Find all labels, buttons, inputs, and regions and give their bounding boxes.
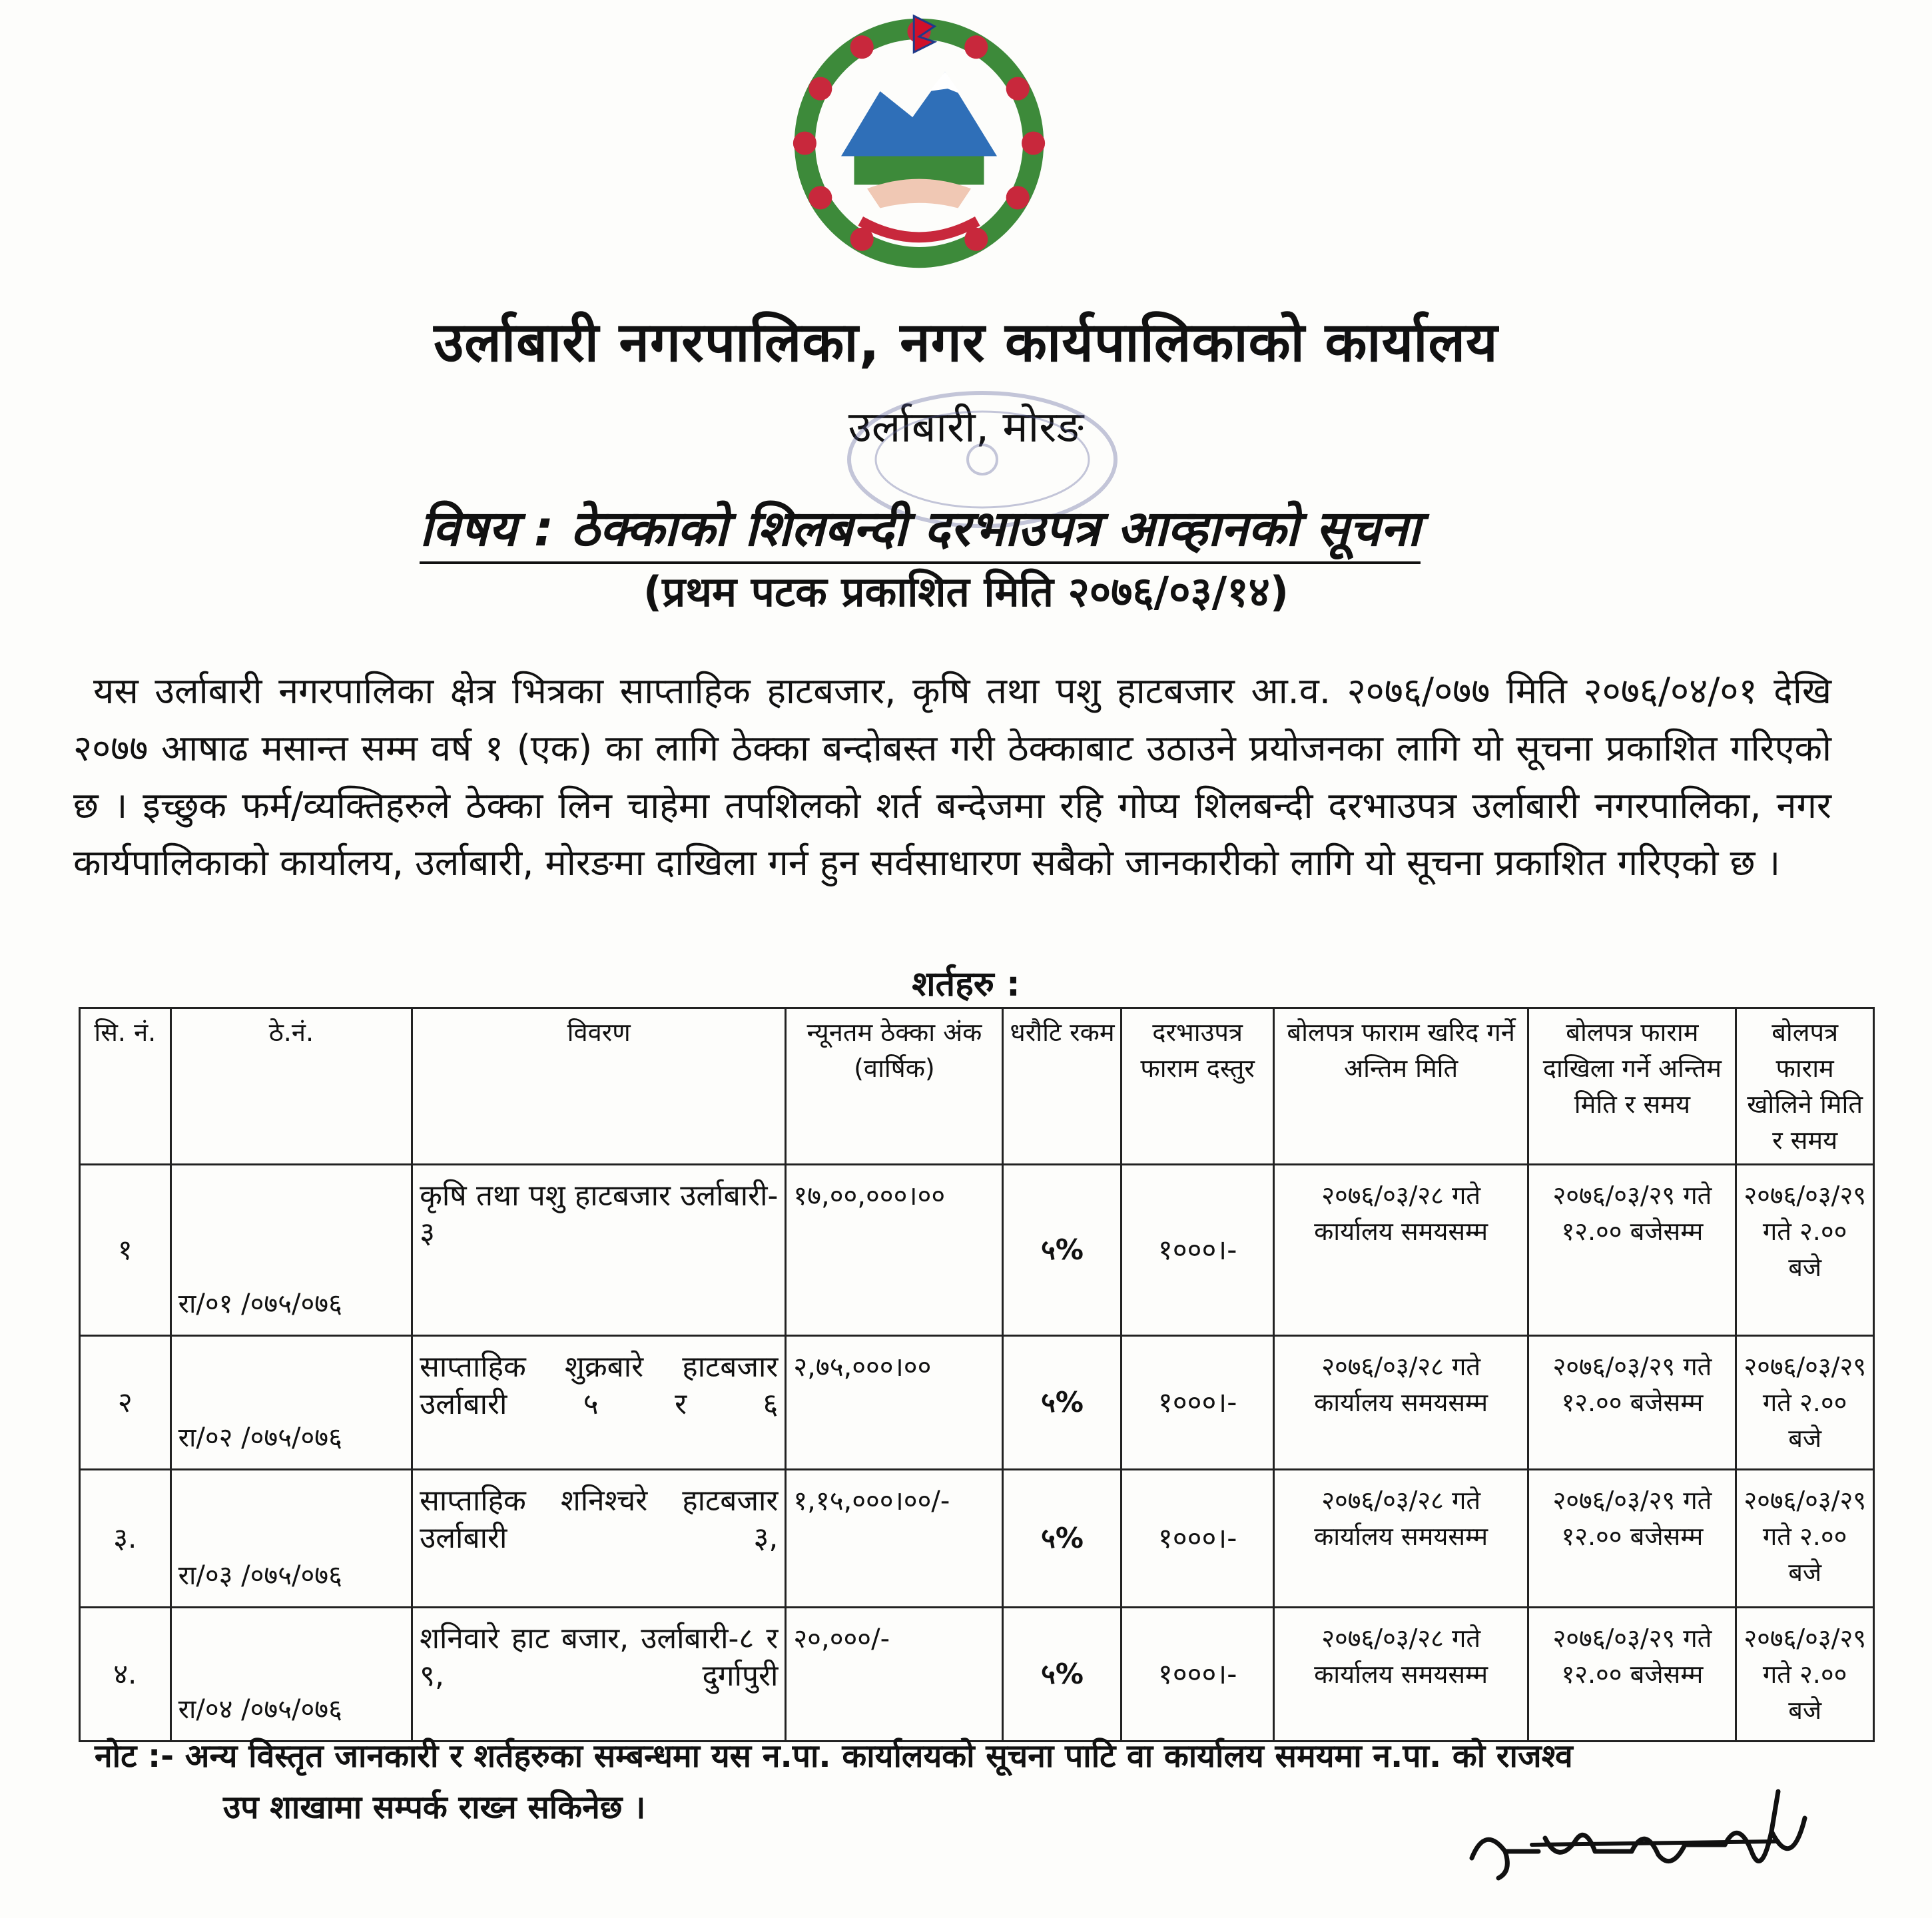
office-title: उर्लाबारी नगरपालिका, नगर कार्यपालिकाको कार्यालय	[434, 311, 1498, 374]
cell-description: साप्ताहिक शुक्रबारे हाटबजार उर्लाबारी ५ र ६	[412, 1336, 786, 1470]
cell-tender-no: रा/०४ /०७५/०७६	[170, 1608, 412, 1742]
cell-purchase-deadline: २०७६/०३/२८ गते कार्यालय समयसम्म	[1273, 1336, 1528, 1470]
handwritten-signature-icon	[1458, 1778, 1818, 1911]
cell-deposit: ५%	[1003, 1608, 1122, 1742]
cell-submission-deadline: २०७६/०३/२९ गते १२.०० बजेसम्म	[1528, 1608, 1736, 1742]
header-tender-no: ठे.नं.	[170, 1008, 412, 1165]
header-deposit: धरौटि रकम	[1003, 1008, 1122, 1165]
note-line-1: नोट :- अन्य विस्तृत जानकारी र शर्तहरुका सम्बन्धमा यस न.पा. कार्यालयको सूचना पाटि वा कार्यालय समयमा न.पा. को राजश्व	[95, 1738, 1573, 1775]
cell-purchase-deadline: २०७६/०३/२८ गते कार्यालय समयसम्म	[1273, 1608, 1528, 1742]
header-purchase-deadline: बोलपत्र फाराम खरिद गर्ने अन्तिम मिति	[1273, 1008, 1528, 1165]
cell-deposit: ५%	[1003, 1165, 1122, 1336]
cell-opening: २०७६/०३/२९ गते २.०० बजे	[1736, 1470, 1874, 1608]
notice-subject: विषय : ठेक्काको शिलबन्दी दरभाउपत्र आव्हानको सूचना	[420, 493, 1421, 564]
cell-tender-no: रा/०२ /०७५/०७६	[170, 1336, 412, 1470]
cell-min-amount: २,७५,०००।००	[786, 1336, 1003, 1470]
header-form-fee: दरभाउपत्र फाराम दस्तुर	[1122, 1008, 1273, 1165]
office-location: उर्लाबारी, मोरङ	[848, 403, 1084, 452]
cell-min-amount: २०,०००/-	[786, 1608, 1003, 1742]
cell-sn: ३.	[80, 1470, 171, 1608]
table-row	[80, 1336, 1874, 1470]
table-row	[80, 1608, 1874, 1742]
table-row	[80, 1165, 1874, 1336]
cell-description: कृषि तथा पशु हाटबजार उर्लाबारी- ३	[412, 1165, 786, 1336]
cell-purchase-deadline: २०७६/०३/२८ गते कार्यालय समयसम्म	[1273, 1165, 1528, 1336]
cell-form-fee: १०००।-	[1122, 1470, 1273, 1608]
cell-deposit: ५%	[1003, 1470, 1122, 1608]
cell-min-amount: १,१५,०००।००/-	[786, 1470, 1003, 1608]
cell-opening: २०७६/०३/२९ गते २.०० बजे	[1736, 1336, 1874, 1470]
table-row	[80, 1470, 1874, 1608]
cell-submission-deadline: २०७६/०३/२९ गते १२.०० बजेसम्म	[1528, 1470, 1736, 1608]
publication-date: (प्रथम पटक प्रकाशित मिति २०७६/०३/१४)	[643, 567, 1289, 616]
cell-sn: २	[80, 1336, 171, 1470]
tender-table	[79, 1007, 1875, 1742]
cell-description: शनिवारे हाट बजार, उर्लाबारी-८ र ९, दुर्गापुरी	[412, 1608, 786, 1742]
nepal-government-emblem-icon	[789, 13, 1049, 273]
cell-sn: ४.	[80, 1608, 171, 1742]
cell-tender-no: रा/०३ /०७५/०७६	[170, 1470, 412, 1608]
cell-tender-no: रा/०१ /०७५/०७६	[170, 1165, 412, 1336]
header-min-amount: न्यूनतम ठेक्का अंक (वार्षिक)	[786, 1008, 1003, 1165]
header-opening: बोलपत्र फाराम खोलिने मिति र समय	[1736, 1008, 1874, 1165]
cell-opening: २०७६/०३/२९ गते २.०० बजे	[1736, 1165, 1874, 1336]
cell-description: साप्ताहिक शनिश्चरे हाटबजार उर्लाबारी ३,	[412, 1470, 786, 1608]
cell-form-fee: १०००।-	[1122, 1336, 1273, 1470]
cell-sn: १	[80, 1165, 171, 1336]
cell-submission-deadline: २०७६/०३/२९ गते १२.०० बजेसम्म	[1528, 1336, 1736, 1470]
notice-body: यस उर्लाबारी नगरपालिका क्षेत्र भित्रका साप्ताहिक हाटबजार, कृषि तथा पशु हाटबजार आ.व. २०७६/०७७ मिति २०७६/०४/०१ देखि २०७७ आषाढ मसान्त सम्म वर्ष १ (एक) का लागि ठेक्का बन्दोबस्त गरी ठेक्काबाट उठाउने प्रयोजनका लागि यो सूचना प्रकाशित गरिएको छ । इच्छुक फर्म/व्यक्तिहरुले ठेक्का लिन चाहेमा तपशिलको शर्त बन्देजमा रहि गोप्य शिलबन्दी दरभाउपत्र उर्लाबारी नगरपालिका, नगर कार्यपालिकाको कार्यालय, उर्लाबारी, मोरङमा दाखिला गर्न हुन सर्वसाधारण सबैको जानकारीको लागि यो सूचना प्रकाशित गरिएको छ ।	[73, 670, 1831, 884]
header-description: विवरण	[412, 1008, 786, 1165]
table-header-row	[80, 1008, 1874, 1165]
cell-purchase-deadline: २०७६/०३/२८ गते कार्यालय समयसम्म	[1273, 1470, 1528, 1608]
cell-min-amount: १७,००,०००।००	[786, 1165, 1003, 1336]
cell-form-fee: १०००।-	[1122, 1608, 1273, 1742]
note-line-2: उप शाखामा सम्पर्क राख्न सकिनेछ ।	[223, 1789, 646, 1826]
conditions-heading: शर्तहरु :	[912, 964, 1020, 1004]
header-submission-deadline: बोलपत्र फाराम दाखिला गर्ने अन्तिम मिति र समय	[1528, 1008, 1736, 1165]
header-sn: सि. नं.	[80, 1008, 171, 1165]
cell-opening: २०७६/०३/२९ गते २.०० बजे	[1736, 1608, 1874, 1742]
cell-submission-deadline: २०७६/०३/२९ गते १२.०० बजेसम्म	[1528, 1165, 1736, 1336]
cell-form-fee: १०००।-	[1122, 1165, 1273, 1336]
cell-deposit: ५%	[1003, 1336, 1122, 1470]
